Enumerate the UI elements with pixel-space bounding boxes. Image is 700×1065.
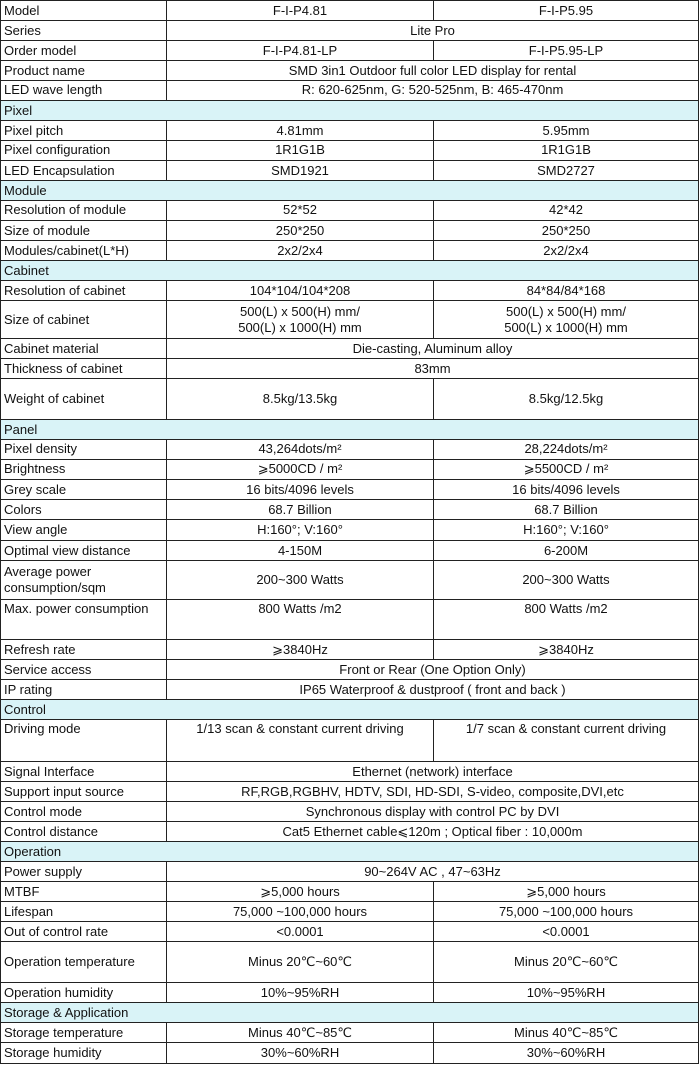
value-f-i-p5-95: ⩾3840Hz — [538, 641, 594, 657]
value-f-i-p5-95: 30%~60%RH — [526, 1045, 606, 1060]
spec-row-thickness-of-cabinet — [0, 358, 699, 378]
value-f-i-p4-81: ⩾5,000 hours — [167, 882, 434, 901]
spec-row-refresh-rate — [0, 639, 699, 659]
row-label: Lifespan — [1, 902, 167, 921]
value-f-i-p4-81: 500(L) x 500(H) mm/ 500(L) x 1000(H) mm — [167, 301, 434, 338]
row-label: Order model — [1, 41, 167, 60]
spec-row-signal-interface — [0, 761, 699, 781]
value-f-i-p5-95: ⩾5,000 hours — [526, 883, 606, 899]
spec-row-operation-humidity — [0, 982, 699, 1002]
row-label: Size of cabinet — [1, 301, 167, 338]
value-f-i-p4-81: 2x2/2x4 — [167, 241, 434, 260]
section-title: Cabinet — [4, 262, 49, 278]
value-f-i-p5-95: <0.0001 — [542, 923, 590, 939]
value-f-i-p4-81: 4-150M — [167, 541, 434, 560]
section-header-module — [0, 180, 699, 200]
spec-row-colors — [0, 499, 699, 519]
row-label: Grey scale — [1, 480, 167, 499]
value-f-i-p4-81: SMD1921 — [167, 161, 434, 180]
value-f-i-p4-81: <0.0001 — [167, 922, 434, 941]
section-header-storage-application — [0, 1002, 699, 1022]
row-label: Storage temperature — [1, 1023, 167, 1042]
value-both-models: R: 620-625nm, G: 520-525nm, B: 465-470nm — [301, 82, 564, 97]
row-label: Refresh rate — [1, 640, 167, 659]
value-both-models: Lite Pro — [410, 22, 455, 38]
row-label: Operation humidity — [1, 983, 167, 1002]
value-f-i-p5-95: 16 bits/4096 levels — [512, 481, 620, 497]
row-label: Resolution of cabinet — [1, 281, 167, 300]
spec-row-pixel-pitch — [0, 120, 699, 140]
spec-row-model — [0, 0, 699, 20]
value-both-models: IP65 Waterproof & dustproof ( front and back ) — [299, 681, 566, 697]
section-header-cabinet — [0, 260, 699, 280]
value-f-i-p5-95: Minus 40℃~85℃ — [514, 1024, 618, 1040]
value-f-i-p4-81: 200~300 Watts — [167, 561, 434, 599]
value-both-models: RF,RGB,RGBHV, HDTV, SDI, HD-SDI, S-video, composite,DVI,etc — [241, 783, 624, 799]
row-label: Operation temperature — [1, 942, 167, 982]
row-label: Average power consumption/sqm — [1, 561, 167, 599]
value-f-i-p4-81: 10%~95%RH — [167, 983, 434, 1002]
value-f-i-p4-81: H:160°; V:160° — [167, 520, 434, 540]
value-f-i-p5-95: ⩾5500CD / m² — [523, 461, 609, 476]
value-f-i-p4-81: 16 bits/4096 levels — [167, 480, 434, 499]
value-both-models: 83mm — [414, 360, 451, 376]
row-label: Colors — [1, 500, 167, 519]
value-f-i-p5-95: 1/7 scan & constant current driving — [465, 721, 667, 736]
spec-row-weight-of-cabinet — [0, 378, 699, 419]
row-label: Pixel density — [1, 440, 167, 459]
row-label: LED wave length — [1, 81, 167, 100]
row-label: MTBF — [1, 882, 167, 901]
row-label: Pixel configuration — [1, 141, 167, 160]
section-title: Operation — [4, 843, 62, 859]
value-f-i-p5-95: 250*250 — [541, 222, 591, 238]
spec-row-support-input-source — [0, 781, 699, 801]
spec-row-pixel-configuration — [0, 140, 699, 160]
value-f-i-p4-81: F-I-P4.81 — [167, 1, 434, 20]
spec-row-product-name — [0, 60, 699, 80]
value-both-models: Die-casting, Aluminum alloy — [352, 340, 513, 356]
value-f-i-p4-81: 104*104/104*208 — [167, 281, 434, 300]
spec-row-brightness — [0, 459, 699, 479]
spec-row-view-angle — [0, 519, 699, 540]
value-f-i-p5-95: Minus 20℃~60℃ — [514, 954, 618, 969]
spec-row-lifespan — [0, 901, 699, 921]
value-f-i-p5-95: H:160°; V:160° — [523, 522, 609, 537]
row-label: Modules/cabinet(L*H) — [1, 241, 167, 260]
value-f-i-p4-81: ⩾3840Hz — [167, 640, 434, 659]
value-f-i-p4-81: Minus 40℃~85℃ — [167, 1023, 434, 1042]
row-label: Weight of cabinet — [1, 379, 167, 419]
spec-row-led-wave-length — [0, 80, 699, 100]
spec-row-resolution-of-module — [0, 200, 699, 220]
value-f-i-p5-95: 1R1G1B — [541, 142, 591, 157]
value-both-models: Front or Rear (One Option Only) — [339, 661, 526, 677]
value-f-i-p4-81: 1/13 scan & constant current driving — [167, 720, 434, 761]
value-f-i-p4-81: 43,264dots/m² — [167, 440, 434, 459]
value-f-i-p4-81: 800 Watts /m2 — [167, 600, 434, 639]
value-f-i-p5-95: 10%~95%RH — [526, 984, 606, 1000]
spec-row-led-encapsulation — [0, 160, 699, 180]
value-both-models: Cat5 Ethernet cable⩽120m ; Optical fiber : 10,000m — [282, 823, 583, 839]
section-title: Control — [4, 701, 46, 717]
value-f-i-p5-95: F-I-P5.95-LP — [528, 42, 604, 58]
value-f-i-p5-95: 500(L) x 500(H) mm/ 500(L) x 1000(H) mm — [504, 303, 628, 335]
row-label: Brightness — [1, 460, 167, 479]
value-f-i-p4-81: ⩾5000CD / m² — [167, 460, 434, 479]
spec-row-order-model — [0, 40, 699, 60]
value-f-i-p4-81: 250*250 — [167, 221, 434, 240]
value-f-i-p4-81: 1R1G1B — [167, 141, 434, 160]
row-label: Pixel pitch — [1, 121, 167, 140]
spec-row-optimal-view-distance — [0, 540, 699, 560]
value-both-models: SMD 3in1 Outdoor full color LED display for rental — [288, 62, 577, 78]
value-f-i-p5-95: 68.7 Billion — [534, 501, 598, 517]
spec-row-power-supply — [0, 861, 699, 881]
row-label: Control distance — [1, 822, 167, 841]
value-f-i-p5-95: 2x2/2x4 — [543, 242, 589, 258]
value-f-i-p5-95: 75,000 ~100,000 hours — [498, 903, 634, 919]
row-label: Thickness of cabinet — [1, 359, 167, 378]
row-label: Model — [1, 1, 167, 20]
spec-row-control-mode — [0, 801, 699, 821]
value-f-i-p5-95: 200~300 Watts — [522, 572, 610, 587]
value-f-i-p5-95: 28,224dots/m² — [524, 441, 608, 456]
spec-row-series — [0, 20, 699, 40]
row-label: Resolution of module — [1, 201, 167, 220]
row-label: Storage humidity — [1, 1043, 167, 1063]
spec-row-operation-temperature — [0, 941, 699, 982]
row-label: Cabinet material — [1, 339, 167, 358]
value-f-i-p5-95: 84*84/84*168 — [526, 282, 606, 298]
value-f-i-p5-95: F-I-P5.95 — [538, 2, 594, 18]
spec-row-mtbf — [0, 881, 699, 901]
section-title: Storage & Application — [4, 1004, 129, 1020]
section-title: Panel — [4, 421, 38, 437]
row-label: Support input source — [1, 782, 167, 801]
row-label: LED Encapsulation — [1, 161, 167, 180]
value-f-i-p5-95: 800 Watts /m2 — [524, 601, 608, 616]
spec-row-pixel-density — [0, 439, 699, 459]
value-f-i-p5-95: 5.95mm — [542, 122, 590, 138]
row-label: Out of control rate — [1, 922, 167, 941]
row-label: Signal Interface — [1, 762, 167, 781]
value-f-i-p4-81: F-I-P4.81-LP — [167, 41, 434, 60]
row-label: Optimal view distance — [1, 541, 167, 560]
value-f-i-p4-81: 68.7 Billion — [167, 500, 434, 519]
row-label: Service access — [1, 660, 167, 679]
value-f-i-p4-81: 4.81mm — [167, 121, 434, 140]
spec-row-storage-humidity — [0, 1042, 699, 1064]
value-both-models: Synchronous display with control PC by DVI — [305, 803, 560, 819]
section-header-panel — [0, 419, 699, 439]
spec-row-ip-rating — [0, 679, 699, 699]
spec-row-grey-scale — [0, 479, 699, 499]
row-label: Size of module — [1, 221, 167, 240]
section-header-pixel — [0, 100, 699, 120]
section-title: Pixel — [4, 102, 33, 118]
spec-row-size-of-module — [0, 220, 699, 240]
row-label: Power supply — [1, 862, 167, 881]
value-both-models: Ethernet (network) interface — [352, 763, 513, 779]
spec-row-out-of-control-rate — [0, 921, 699, 941]
row-label: IP rating — [1, 680, 167, 699]
value-f-i-p4-81: 52*52 — [167, 201, 434, 220]
value-both-models: 90~264V AC , 47~63Hz — [364, 863, 501, 879]
section-title: Module — [4, 182, 47, 198]
spec-row-size-of-cabinet — [0, 300, 699, 338]
value-f-i-p4-81: Minus 20℃~60℃ — [167, 942, 434, 982]
value-f-i-p5-95: 42*42 — [549, 202, 583, 217]
spec-row-service-access — [0, 659, 699, 679]
spec-row-modules-cabinet-l-h — [0, 240, 699, 260]
value-f-i-p4-81: 30%~60%RH — [167, 1043, 434, 1063]
value-f-i-p4-81: 8.5kg/13.5kg — [167, 379, 434, 419]
value-f-i-p4-81: 75,000 ~100,000 hours — [167, 902, 434, 921]
row-label: View angle — [1, 520, 167, 540]
spec-row-cabinet-material — [0, 338, 699, 358]
row-label: Series — [1, 21, 167, 40]
spec-row-storage-temperature — [0, 1022, 699, 1042]
spec-row-max-power-consumption — [0, 599, 699, 639]
spec-row-driving-mode — [0, 719, 699, 761]
section-header-operation — [0, 841, 699, 861]
value-f-i-p5-95: 8.5kg/12.5kg — [528, 391, 604, 406]
row-label: Driving mode — [1, 720, 167, 761]
spec-row-resolution-of-cabinet — [0, 280, 699, 300]
value-f-i-p5-95: SMD2727 — [537, 162, 595, 178]
row-label: Max. power consumption — [1, 600, 167, 639]
row-label: Control mode — [1, 802, 167, 821]
spec-row-average-power-consumption-sqm — [0, 560, 699, 599]
row-label: Product name — [1, 61, 167, 80]
value-f-i-p5-95: 6-200M — [543, 542, 589, 558]
spec-row-control-distance — [0, 821, 699, 841]
section-header-control — [0, 699, 699, 719]
